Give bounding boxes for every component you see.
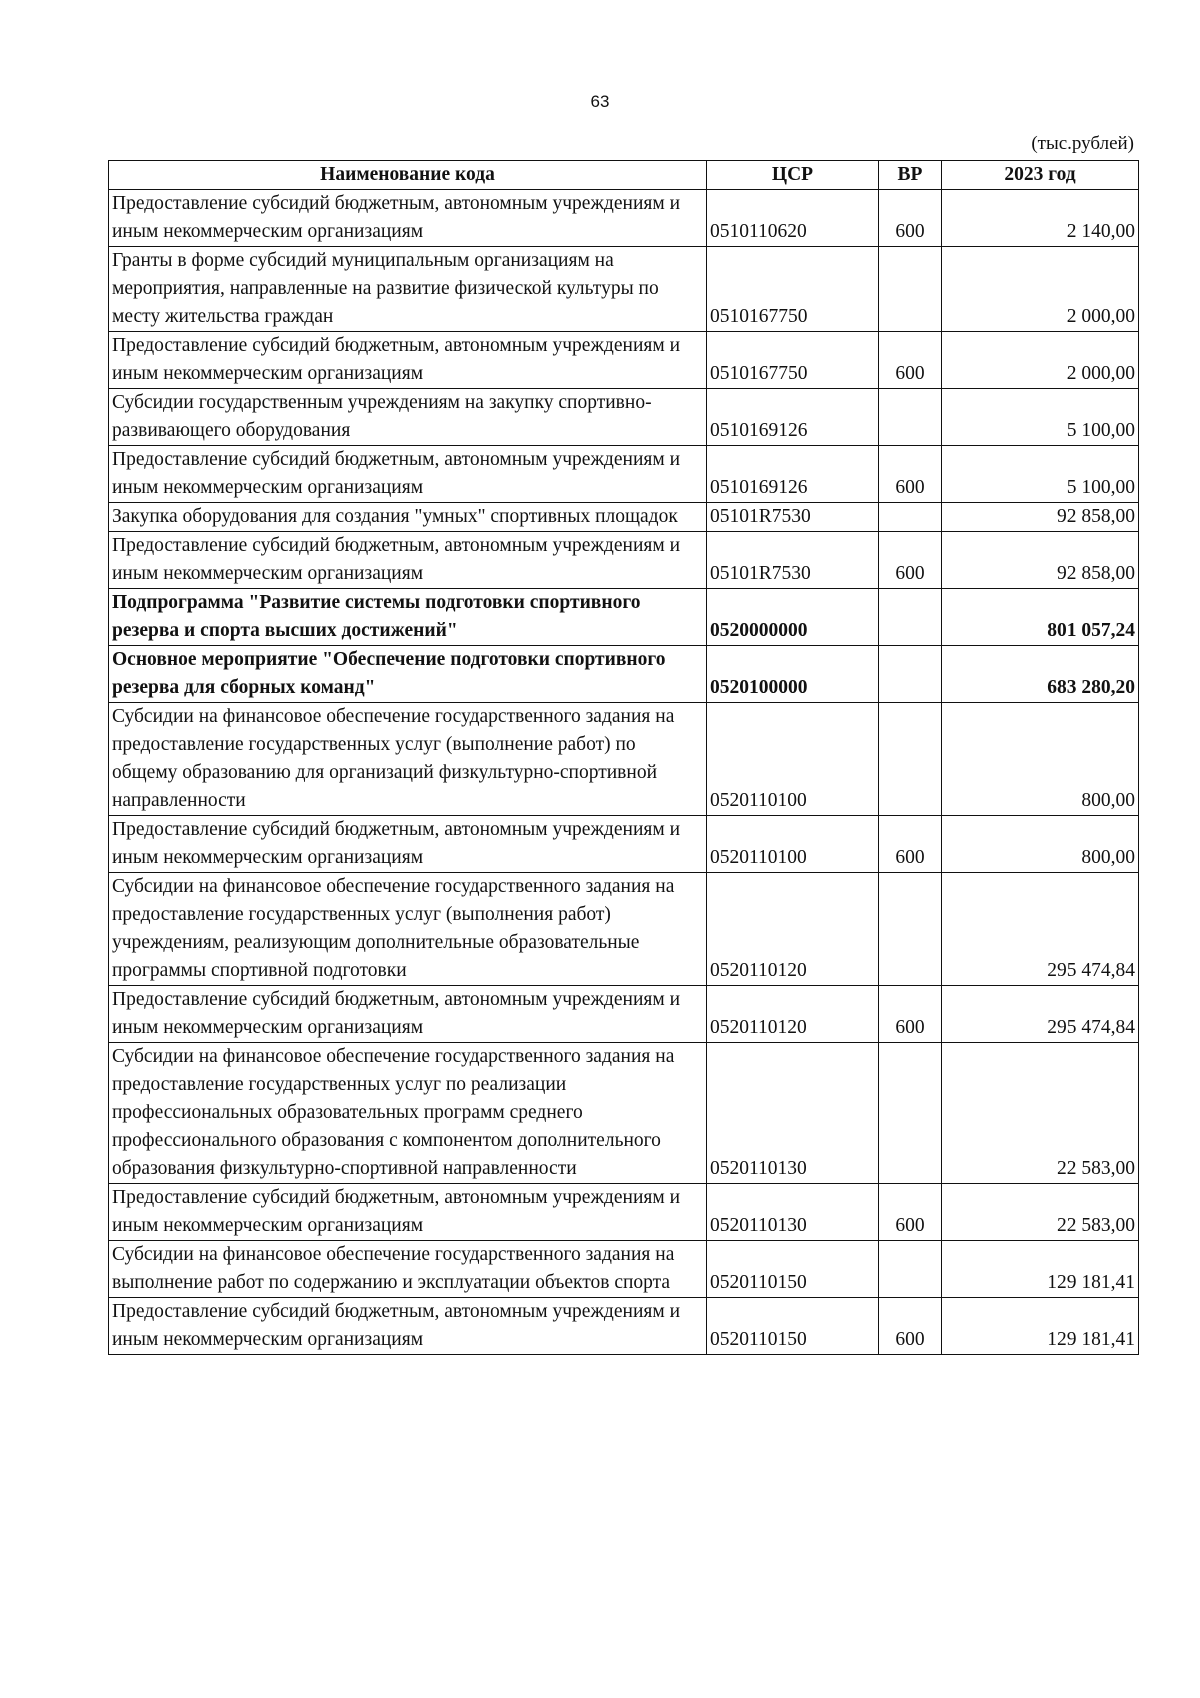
name-cell: Предоставление субсидий бюджетным, автономным учреждениям и иным некоммерческим организациям [109, 1184, 707, 1241]
amount-cell: 5 100,00 [942, 446, 1139, 503]
table-row [109, 1184, 1139, 1241]
csr-cell: 0520100000 [707, 646, 879, 703]
units-label: (тыс.рублей) [1031, 133, 1134, 154]
name-cell: Предоставление субсидий бюджетным, автономным учреждениям и иным некоммерческим организациям [109, 816, 707, 873]
table-row [109, 816, 1139, 873]
amount-cell: 800,00 [942, 703, 1139, 816]
name-cell: Основное мероприятие "Обеспечение подготовки спортивного резерва для сборных команд" [109, 646, 707, 703]
table-row [109, 703, 1139, 816]
amount-cell: 129 181,41 [942, 1298, 1139, 1355]
amount-cell: 92 858,00 [942, 503, 1139, 532]
csr-cell: 0520110100 [707, 703, 879, 816]
amount-cell: 2 000,00 [942, 247, 1139, 332]
amount-cell: 92 858,00 [942, 532, 1139, 589]
name-cell: Предоставление субсидий бюджетным, автономным учреждениям и иным некоммерческим организациям [109, 446, 707, 503]
amount-cell: 2 000,00 [942, 332, 1139, 389]
csr-cell: 0510169126 [707, 446, 879, 503]
csr-cell: 0510110620 [707, 190, 879, 247]
vr-cell [879, 1241, 942, 1298]
csr-cell: 05101R7530 [707, 503, 879, 532]
table-row [109, 1241, 1139, 1298]
table-row [109, 446, 1139, 503]
vr-cell: 600 [879, 1184, 942, 1241]
page-number: 63 [590, 92, 610, 111]
name-cell: Подпрограмма "Развитие системы подготовки спортивного резерва и спорта высших достижений" [109, 589, 707, 646]
amount-cell: 129 181,41 [942, 1241, 1139, 1298]
table-row [109, 873, 1139, 986]
amount-cell: 22 583,00 [942, 1043, 1139, 1184]
csr-cell: 0520110150 [707, 1298, 879, 1355]
vr-cell [879, 873, 942, 986]
vr-cell [879, 389, 942, 446]
name-cell: Закупка оборудования для создания "умных" спортивных площадок [109, 503, 707, 532]
csr-cell: 0510169126 [707, 389, 879, 446]
name-cell: Субсидии на финансовое обеспечение государственного задания на предоставление государственных услуг (выполнения работ) учреждениям, реализующим дополнительные образовательные программы спортивной подготовки [109, 873, 707, 986]
csr-cell: 05101R7530 [707, 532, 879, 589]
vr-cell [879, 1043, 942, 1184]
table-row [109, 503, 1139, 532]
name-cell: Субсидии на финансовое обеспечение государственного задания на предоставление государственных услуг по реализации профессиональных образовательных программ среднего профессионального образования с компонентом дополнительного образования физкультурно-спортивной направленности [109, 1043, 707, 1184]
amount-cell: 5 100,00 [942, 389, 1139, 446]
table-row [109, 532, 1139, 589]
name-cell: Предоставление субсидий бюджетным, автономным учреждениям и иным некоммерческим организациям [109, 190, 707, 247]
vr-cell [879, 703, 942, 816]
csr-cell: 0520000000 [707, 589, 879, 646]
amount-cell: 295 474,84 [942, 986, 1139, 1043]
vr-cell [879, 646, 942, 703]
name-cell: Предоставление субсидий бюджетным, автономным учреждениям и иным некоммерческим организациям [109, 1298, 707, 1355]
table-row [109, 389, 1139, 446]
amount-cell: 683 280,20 [942, 646, 1139, 703]
table-row [109, 247, 1139, 332]
table-row [109, 332, 1139, 389]
vr-cell: 600 [879, 816, 942, 873]
table-row [109, 190, 1139, 247]
csr-cell: 0520110120 [707, 986, 879, 1043]
name-cell: Предоставление субсидий бюджетным, автономным учреждениям и иным некоммерческим организациям [109, 986, 707, 1043]
table-row [109, 1298, 1139, 1355]
header-csr: ЦСР [707, 161, 879, 190]
table-row [109, 986, 1139, 1043]
table-row [109, 646, 1139, 703]
csr-cell: 0520110130 [707, 1184, 879, 1241]
budget-table [108, 160, 1139, 1355]
amount-cell: 800,00 [942, 816, 1139, 873]
csr-cell: 0510167750 [707, 247, 879, 332]
vr-cell [879, 589, 942, 646]
name-cell: Субсидии на финансовое обеспечение государственного задания на выполнение работ по содержанию и эксплуатации объектов спорта [109, 1241, 707, 1298]
amount-cell: 2 140,00 [942, 190, 1139, 247]
header-vr: ВР [879, 161, 942, 190]
header-name: Наименование кода [109, 161, 707, 190]
amount-cell: 22 583,00 [942, 1184, 1139, 1241]
vr-cell [879, 247, 942, 332]
csr-cell: 0520110130 [707, 1043, 879, 1184]
name-cell: Субсидии на финансовое обеспечение государственного задания на предоставление государственных услуг (выполнение работ) по общему образованию для организаций физкультурно-спортивной направленности [109, 703, 707, 816]
vr-cell: 600 [879, 190, 942, 247]
table-header-row [109, 161, 1139, 190]
vr-cell: 600 [879, 332, 942, 389]
header-year: 2023 год [942, 161, 1139, 190]
vr-cell [879, 503, 942, 532]
table-row [109, 1043, 1139, 1184]
amount-cell: 801 057,24 [942, 589, 1139, 646]
table-row [109, 589, 1139, 646]
csr-cell: 0520110150 [707, 1241, 879, 1298]
csr-cell: 0510167750 [707, 332, 879, 389]
vr-cell: 600 [879, 986, 942, 1043]
amount-cell: 295 474,84 [942, 873, 1139, 986]
vr-cell: 600 [879, 1298, 942, 1355]
name-cell: Предоставление субсидий бюджетным, автономным учреждениям и иным некоммерческим организациям [109, 532, 707, 589]
name-cell: Предоставление субсидий бюджетным, автономным учреждениям и иным некоммерческим организациям [109, 332, 707, 389]
name-cell: Гранты в форме субсидий муниципальным организациям на мероприятия, направленные на развитие физической культуры по месту жительства граждан [109, 247, 707, 332]
vr-cell: 600 [879, 446, 942, 503]
name-cell: Субсидии государственным учреждениям на закупку спортивно-развивающего оборудования [109, 389, 707, 446]
vr-cell: 600 [879, 532, 942, 589]
csr-cell: 0520110120 [707, 873, 879, 986]
csr-cell: 0520110100 [707, 816, 879, 873]
